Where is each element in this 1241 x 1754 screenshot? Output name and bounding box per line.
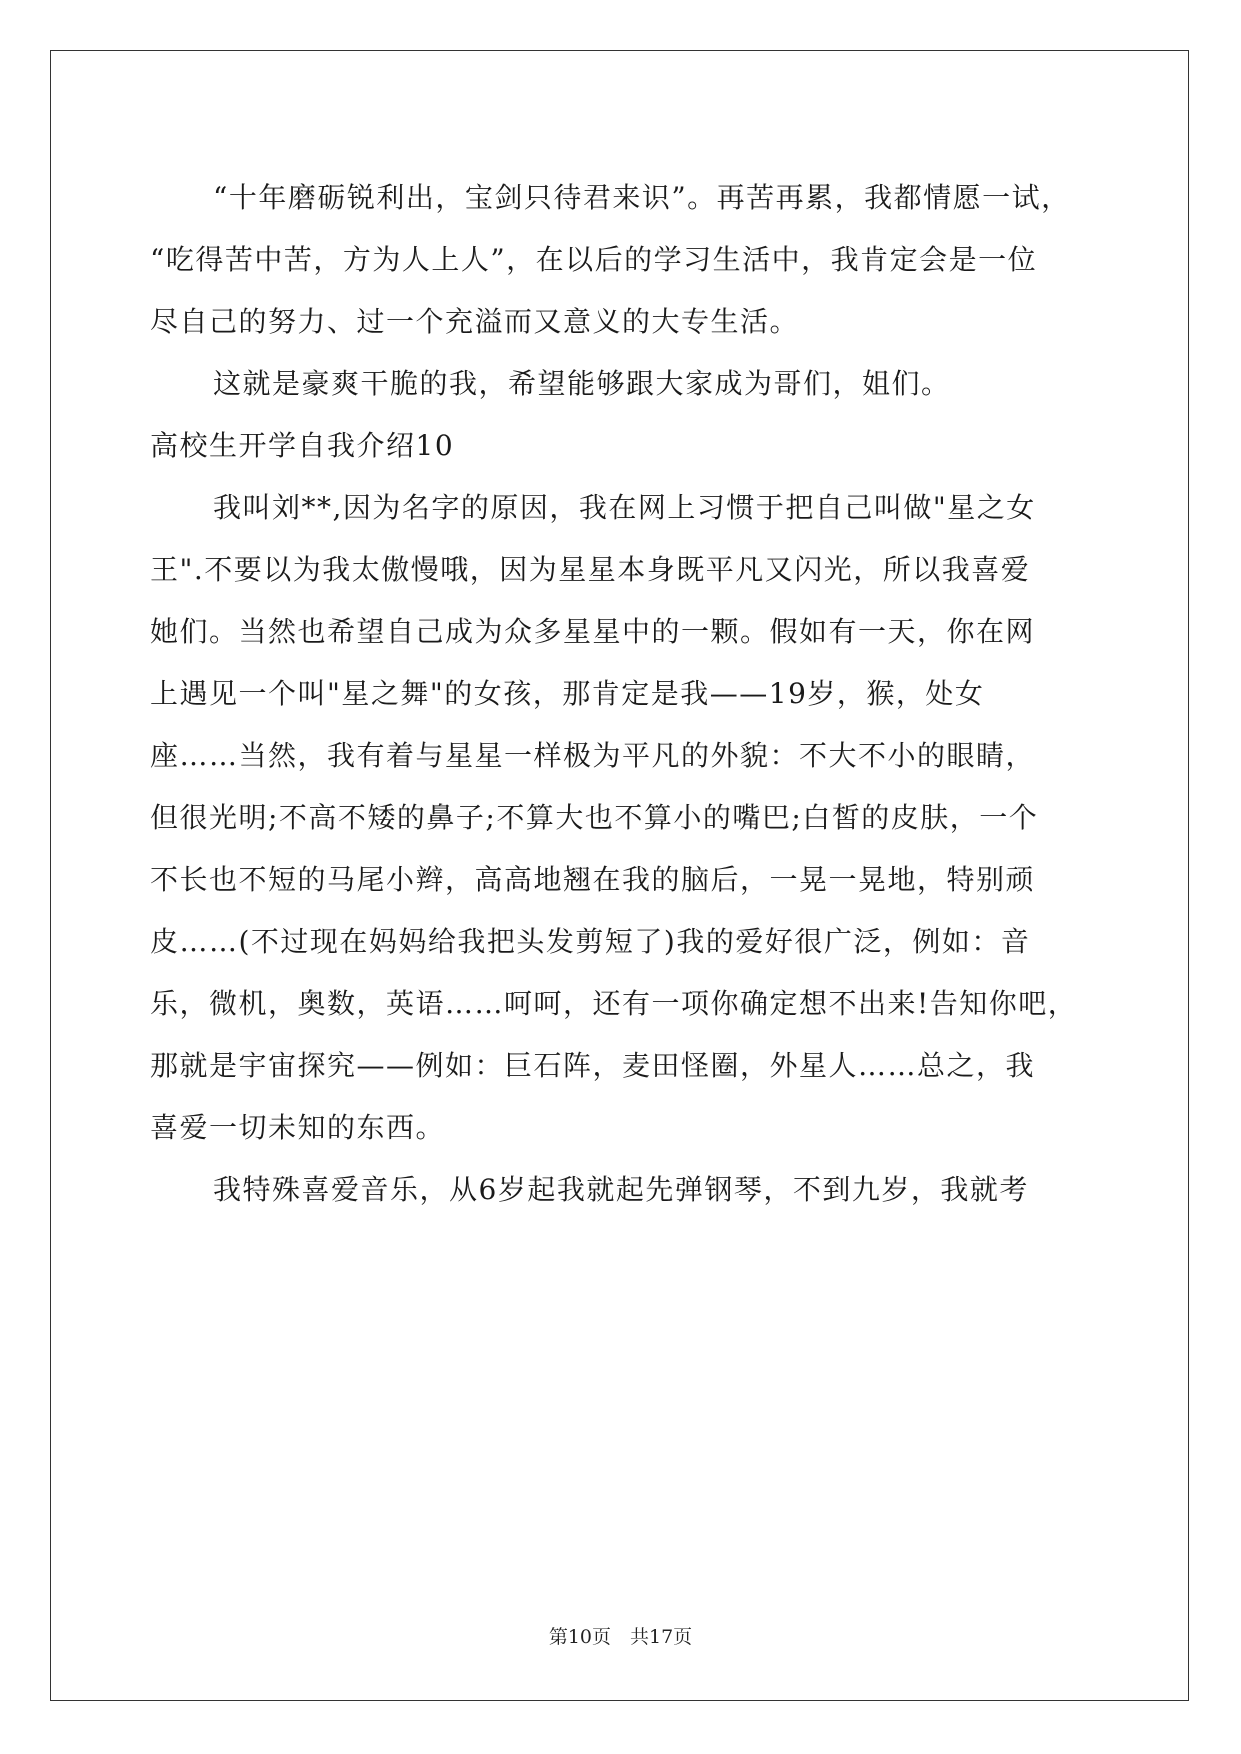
paragraph-line: 但很光明;不高不矮的鼻子;不算大也不算小的嘴巴;白皙的皮肤，一个	[150, 801, 1039, 834]
paragraph-line: 乐，微机，奥数，英语……呵呵，还有一项你确定想不出来!告知你吧，	[150, 987, 1078, 1020]
paragraph-line: 喜爱一切未知的东西。	[150, 1111, 446, 1144]
paragraph-line: 我特殊喜爱音乐，从6岁起我就起先弹钢琴，不到九岁，我就考	[213, 1173, 1029, 1206]
page-number-footer: 第10页 共17页	[548, 1626, 693, 1648]
paragraph-line: 那就是宇宙探究——例如：巨石阵，麦田怪圈，外星人……总之，我	[150, 1049, 1036, 1082]
paragraph-line: “十年磨砺锐利出，宝剑只待君来识”。再苦再累，我都情愿一试，	[213, 181, 1071, 214]
paragraph-line: “吃得苦中苦，方为人上人”，在以后的学习生活中，我肯定会是一位	[150, 243, 1038, 276]
paragraph-line: 上遇见一个叫"星之舞"的女孩，那肯定是我——19岁，猴，处女	[150, 677, 985, 710]
document-body	[150, 167, 1090, 1221]
paragraph-line: 皮……(不过现在妈妈给我把头发剪短了)我的爱好很广泛，例如：音	[150, 925, 1031, 958]
paragraph-line: 尽自己的努力、过一个充溢而又意义的大专生活。	[150, 305, 800, 338]
paragraph-line: 座……当然，我有着与星星一样极为平凡的外貌：不大不小的眼睛，	[150, 739, 1036, 772]
section-heading: 高校生开学自我介绍10	[150, 429, 455, 462]
paragraph-line: 这就是豪爽干脆的我，希望能够跟大家成为哥们，姐们。	[213, 367, 951, 400]
paragraph-line: 她们。当然也希望自己成为众多星星中的一颗。假如有一天，你在网	[150, 615, 1036, 648]
paragraph-line: 不长也不短的马尾小辫，高高地翘在我的脑后，一晃一晃地，特别顽	[150, 863, 1036, 896]
paragraph-line: 王".不要以为我太傲慢哦，因为星星本身既平凡又闪光，所以我喜爱	[150, 553, 1031, 586]
paragraph-line: 我叫刘**,因为名字的原因，我在网上习惯于把自己叫做"星之女	[213, 491, 1036, 524]
